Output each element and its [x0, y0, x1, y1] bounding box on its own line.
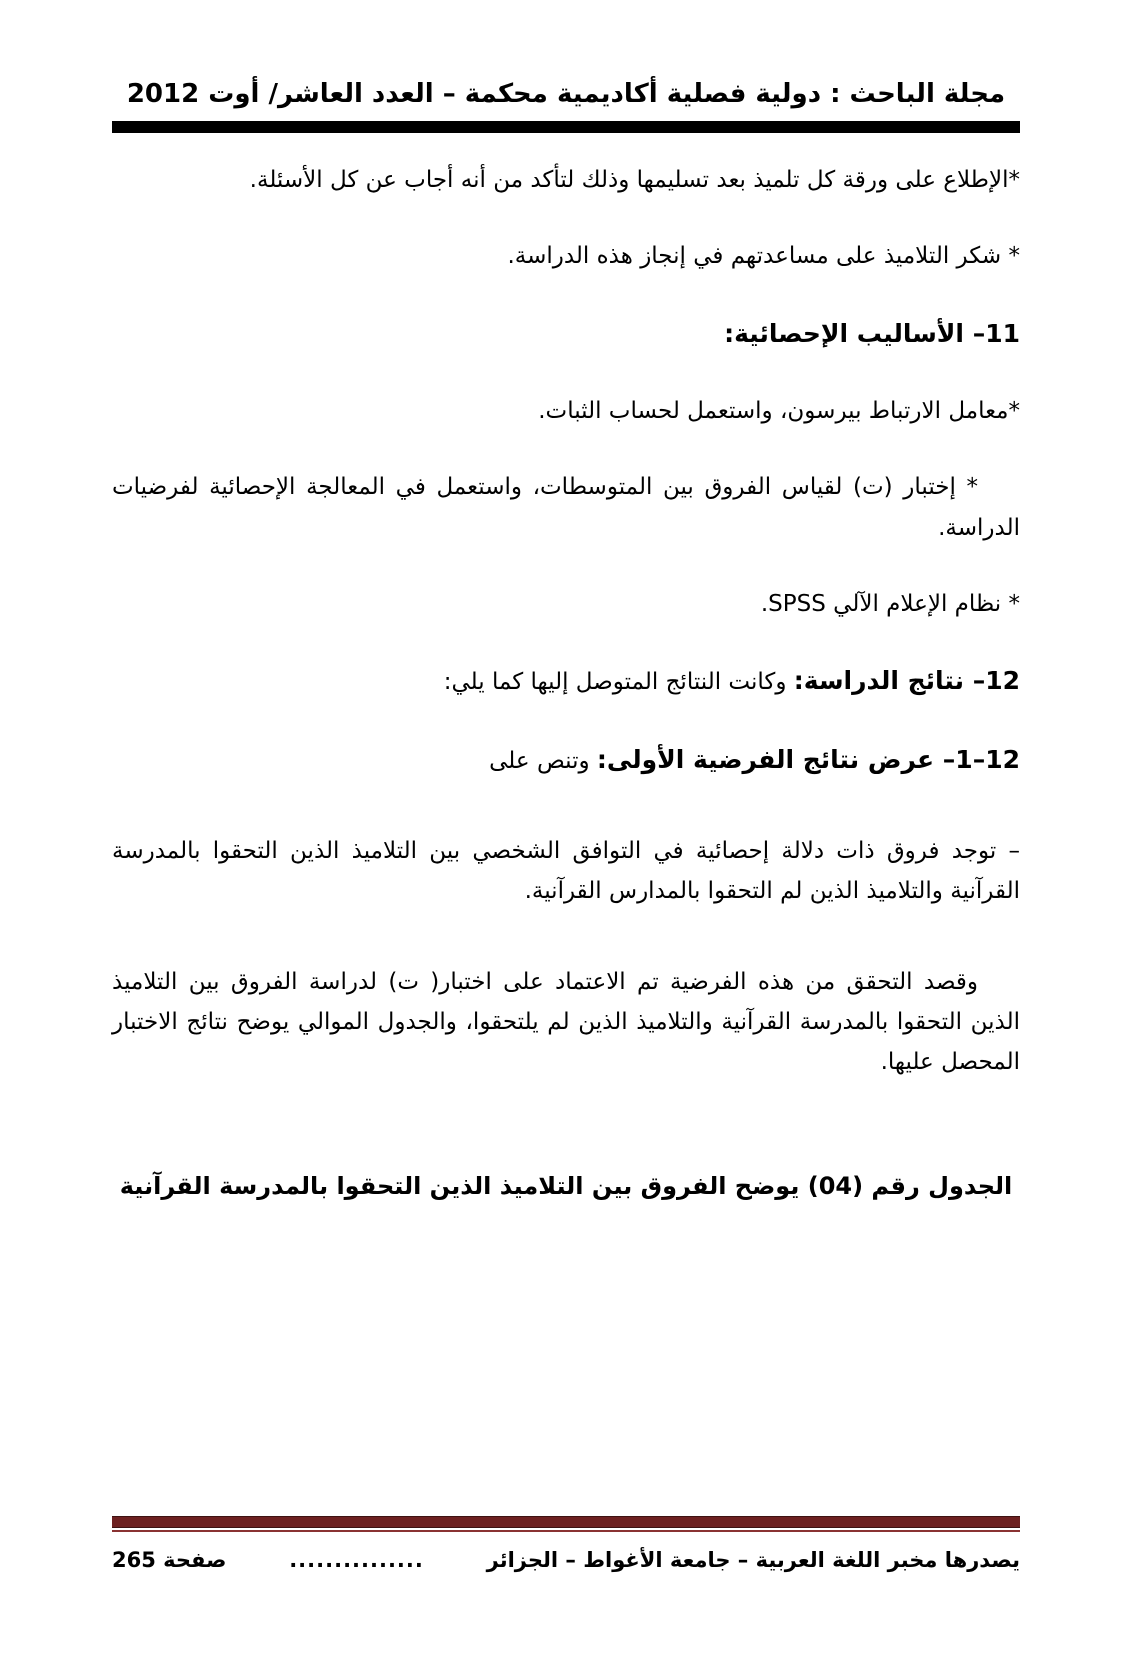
spacer	[112, 303, 1020, 313]
footer-divider-rule-thin	[112, 1530, 1020, 1532]
paragraph-review-papers: *الإطلاع على ورقة كل تلميذ بعد تسليمها وذلك لتأكد من أنه أجاب عن كل الأسئلة.	[249, 167, 1020, 193]
footer-divider-rule	[112, 1516, 1020, 1528]
paragraph-t-test: * إختبار (ت) لقياس الفروق بين المتوسطات، واستعمل في المعالجة الإحصائية لفرضيات الدراسة.	[112, 474, 1020, 541]
spacer	[112, 457, 1020, 467]
table-caption-04: الجدول رقم (04) يوضح الفروق بين التلاميذ الذين التحقوا بالمدرسة القرآنية	[119, 1172, 1013, 1201]
paragraph-thanks: * شكر التلاميذ على مساعدتهم في إنجاز هذه الدراسة.	[507, 243, 1020, 270]
spss-software-name: SPSS	[768, 590, 826, 617]
spacer	[112, 226, 1020, 236]
page-footer	[112, 1516, 1020, 1572]
heading-study-results-label: 12– نتائج الدراسة:	[793, 666, 1020, 695]
footer-page-number: صفحة 265	[112, 1548, 227, 1572]
spacer	[112, 1108, 1020, 1132]
paragraph-hypothesis-statement: – توجد فروق ذات دلالة إحصائية في التوافق الشخصي بين التلاميذ الذين التحقوا بالمدرسة القرآنية والتلاميذ الذين لم التحقوا بالمدارس القرآنية.	[112, 838, 1020, 905]
footer-text-row	[112, 1548, 1020, 1572]
spacer	[112, 729, 1020, 739]
spss-prefix-text: * نظام الإعلام الآلي	[825, 590, 1020, 617]
spacer	[112, 938, 1020, 962]
heading-study-results	[112, 660, 1020, 703]
paragraph-verification-method: وقصد التحقق من هذه الفرضية تم الاعتماد على اختبار( ت) لدراسة الفروق بين التلاميذ الذين التحقوا بالمدرسة القرآنية والتلاميذ الذين لم يلتحقوا، والجدول الموالي يوضح نتائج الاختبار المحصل عليها.	[112, 968, 1020, 1075]
journal-header-title: مجلة الباحث : دولية فصلية أكاديمية محكمة – العدد العاشر/ أوت 2012	[126, 79, 1006, 109]
spacer	[112, 807, 1020, 831]
heading-hypothesis-one-label: 12–1– عرض نتائج الفرضية الأولى:	[596, 744, 1020, 774]
heading-hypothesis-one-note: وتنص على	[489, 747, 597, 774]
heading-statistical-methods: 11– الأساليب الإحصائية:	[724, 318, 1020, 348]
paragraph-pearson-correlation: *معامل الارتباط بيرسون، واستعمل لحساب الثبات.	[538, 398, 1020, 424]
header-divider-rule	[112, 121, 1020, 133]
spss-suffix-text: .	[760, 590, 769, 617]
footer-publisher-line: يصدرها مخبر اللغة العربية – جامعة الأغواط – الجزائر	[486, 1548, 1020, 1572]
heading-study-results-note: وكانت النتائج المتوصل إليها كما يلي:	[443, 669, 794, 695]
page-header	[112, 78, 1020, 133]
spacer	[112, 650, 1020, 660]
document-body	[112, 160, 1020, 1207]
footer-dot-leader: ...............	[289, 1548, 424, 1572]
spacer	[112, 381, 1020, 391]
heading-hypothesis-one	[112, 739, 1020, 782]
spacer	[112, 574, 1020, 584]
paragraph-spss	[112, 584, 1020, 624]
